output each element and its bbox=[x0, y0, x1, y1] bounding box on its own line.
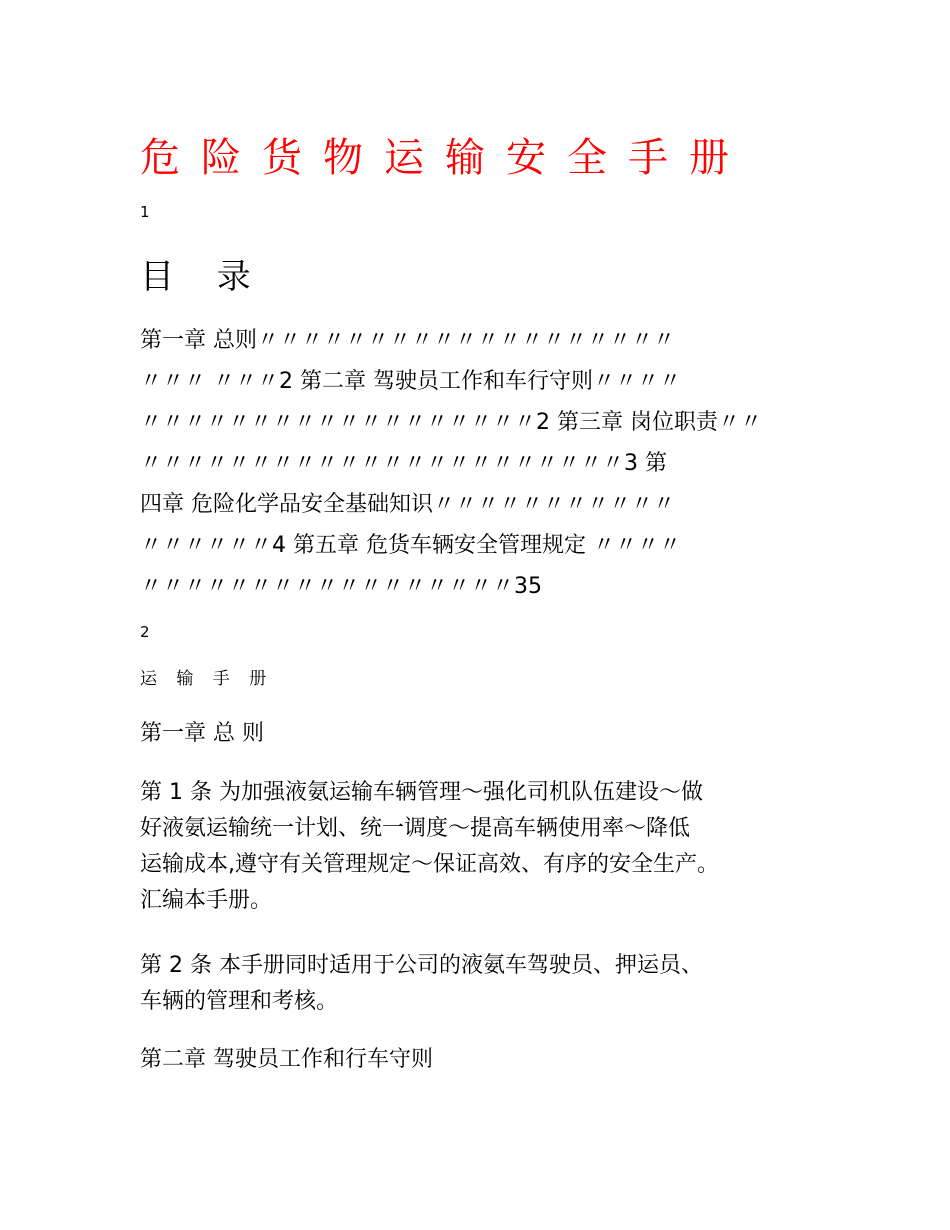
table-of-contents bbox=[140, 320, 805, 607]
article-2-paragraph bbox=[140, 948, 820, 1020]
paragraph-line: 第 2 条 本手册同时适用于公司的液氨车驾驶员、押运员、 bbox=[140, 953, 703, 978]
chapter-1-heading: 第一章 总 则 bbox=[140, 721, 264, 746]
toc-line: 〃〃〃〃〃〃〃〃〃〃〃〃〃〃〃〃〃〃〃〃〃〃3 第 bbox=[140, 451, 667, 476]
document-title: 危险货物运输安全手册 bbox=[140, 135, 750, 181]
toc-line: 〃〃〃〃〃〃4 第五章 危货车辆安全管理规定 〃〃〃〃 bbox=[140, 533, 681, 558]
paragraph-line: 车辆的管理和考核。 bbox=[140, 989, 339, 1014]
toc-line: 第一章 总则〃〃〃〃〃〃〃〃〃〃〃〃〃〃〃〃〃〃〃 bbox=[140, 328, 675, 353]
running-header: 运 输 手 册 bbox=[140, 669, 274, 689]
page-number-2: 2 bbox=[140, 623, 150, 641]
toc-line: 〃〃〃〃〃〃〃〃〃〃〃〃〃〃〃〃〃35 bbox=[140, 574, 542, 599]
toc-line: 四章 危险化学品安全基础知识〃〃〃〃〃〃〃〃〃〃〃 bbox=[140, 492, 675, 517]
paragraph-line: 好液氨运输统一计划、统一调度～提高车辆使用率～降低 bbox=[140, 816, 691, 841]
paragraph-line: 运输成本,遵守有关管理规定～保证高效、有序的安全生产。 bbox=[140, 852, 719, 877]
toc-line: 〃〃〃〃〃〃〃〃〃〃〃〃〃〃〃〃〃〃2 第三章 岗位职责〃〃 bbox=[140, 410, 762, 435]
paragraph-line: 第 1 条 为加强液氨运输车辆管理～强化司机队伍建设～做 bbox=[140, 780, 703, 805]
page-number-1: 1 bbox=[140, 203, 150, 221]
toc-line: 〃〃〃 〃〃〃2 第二章 驾驶员工作和车行守则〃〃〃〃 bbox=[140, 369, 681, 394]
article-1-paragraph bbox=[140, 775, 820, 919]
chapter-2-heading: 第二章 驾驶员工作和行车守则 bbox=[140, 1047, 433, 1072]
paragraph-line: 汇编本手册。 bbox=[140, 888, 273, 913]
toc-heading: 目 录 bbox=[140, 257, 267, 297]
